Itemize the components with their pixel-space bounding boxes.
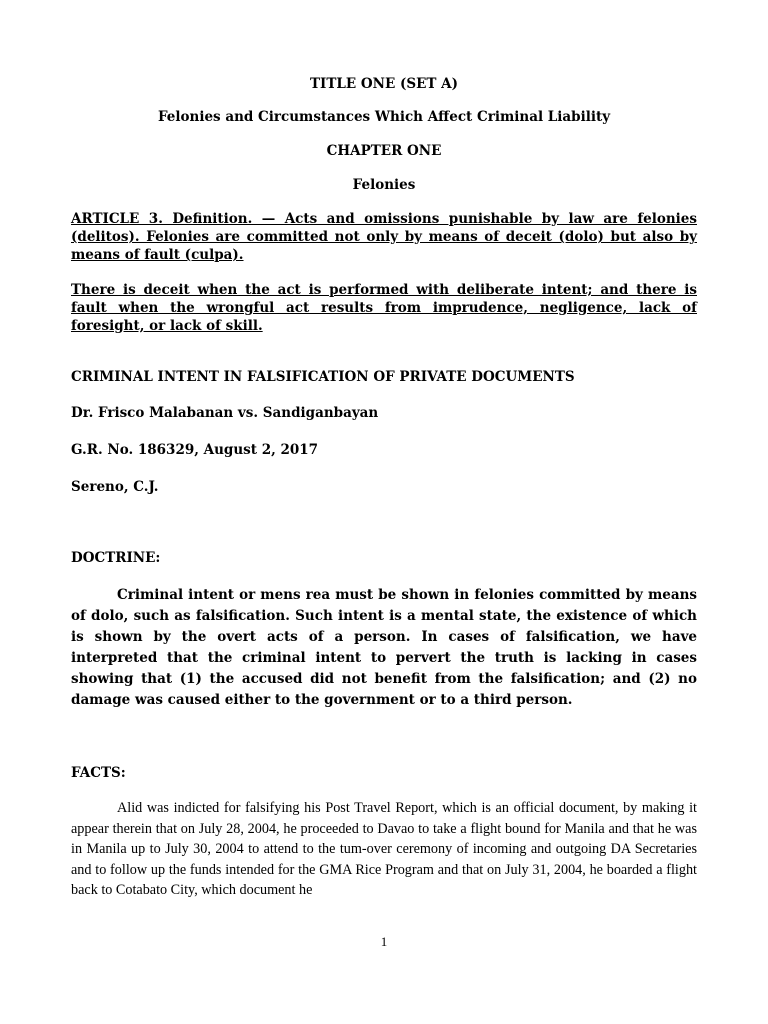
facts-heading: FACTS: <box>71 765 126 781</box>
doctrine-heading: DOCTRINE: <box>71 550 161 566</box>
document-title: TITLE ONE (SET A) <box>309 76 458 92</box>
article-3-definition: ARTICLE 3. Definition. — Acts and omissions punishable by law are felonies (delitos). Felonies are committed not only by means of deceit (dolo) but also by means of fault (culpa). <box>71 211 697 263</box>
case-title: Dr. Frisco Malabanan vs. Sandiganbayan <box>71 405 379 421</box>
document-page <box>71 0 697 1024</box>
page-number: 1 <box>380 934 388 949</box>
doctrine-text: Criminal intent or mens rea must be shown in felonies committed by means of dolo, such as falsification. Such intent is a mental state, the existence of which is shown by the overt acts of a person. In cases of falsification, we have interpreted that the criminal intent to pervert the truth is lacking in cases showing that (1) the accused did not benefit from the falsification; and (2) no damage was caused either to the government or to a third person. <box>71 587 697 708</box>
document-subtitle: Felonies and Circumstances Which Affect Criminal Liability <box>157 109 611 125</box>
case-number: G.R. No. 186329, August 2, 2017 <box>71 442 319 458</box>
ponente: Sereno, C.J. <box>71 479 159 495</box>
chapter-heading: CHAPTER ONE <box>326 143 442 159</box>
case-topic: CRIMINAL INTENT IN FALSIFICATION OF PRIVATE DOCUMENTS <box>71 369 575 385</box>
facts-text: Alid was indicted for falsifying his Post Travel Report, which is an official document, by making it appear therein that on July 28, 2004, he proceeded to Davao to take a flight bound for Manila and that he was in Manila up to July 30, 2004 to attend to the tum-over ceremony of incoming and outgoing DA Secretaries and to follow up the funds intended for the GMA Rice Program and that on July 31, 2004, he boarded a flight back to Cotabato City, which document he <box>71 800 697 898</box>
chapter-title: Felonies <box>352 177 416 193</box>
article-3-deceit-and-fault: There is deceit when the act is performed with deliberate intent; and there is fault when the wrongful act results from imprudence, negligence, lack of foresight, or lack of skill. <box>71 282 697 334</box>
